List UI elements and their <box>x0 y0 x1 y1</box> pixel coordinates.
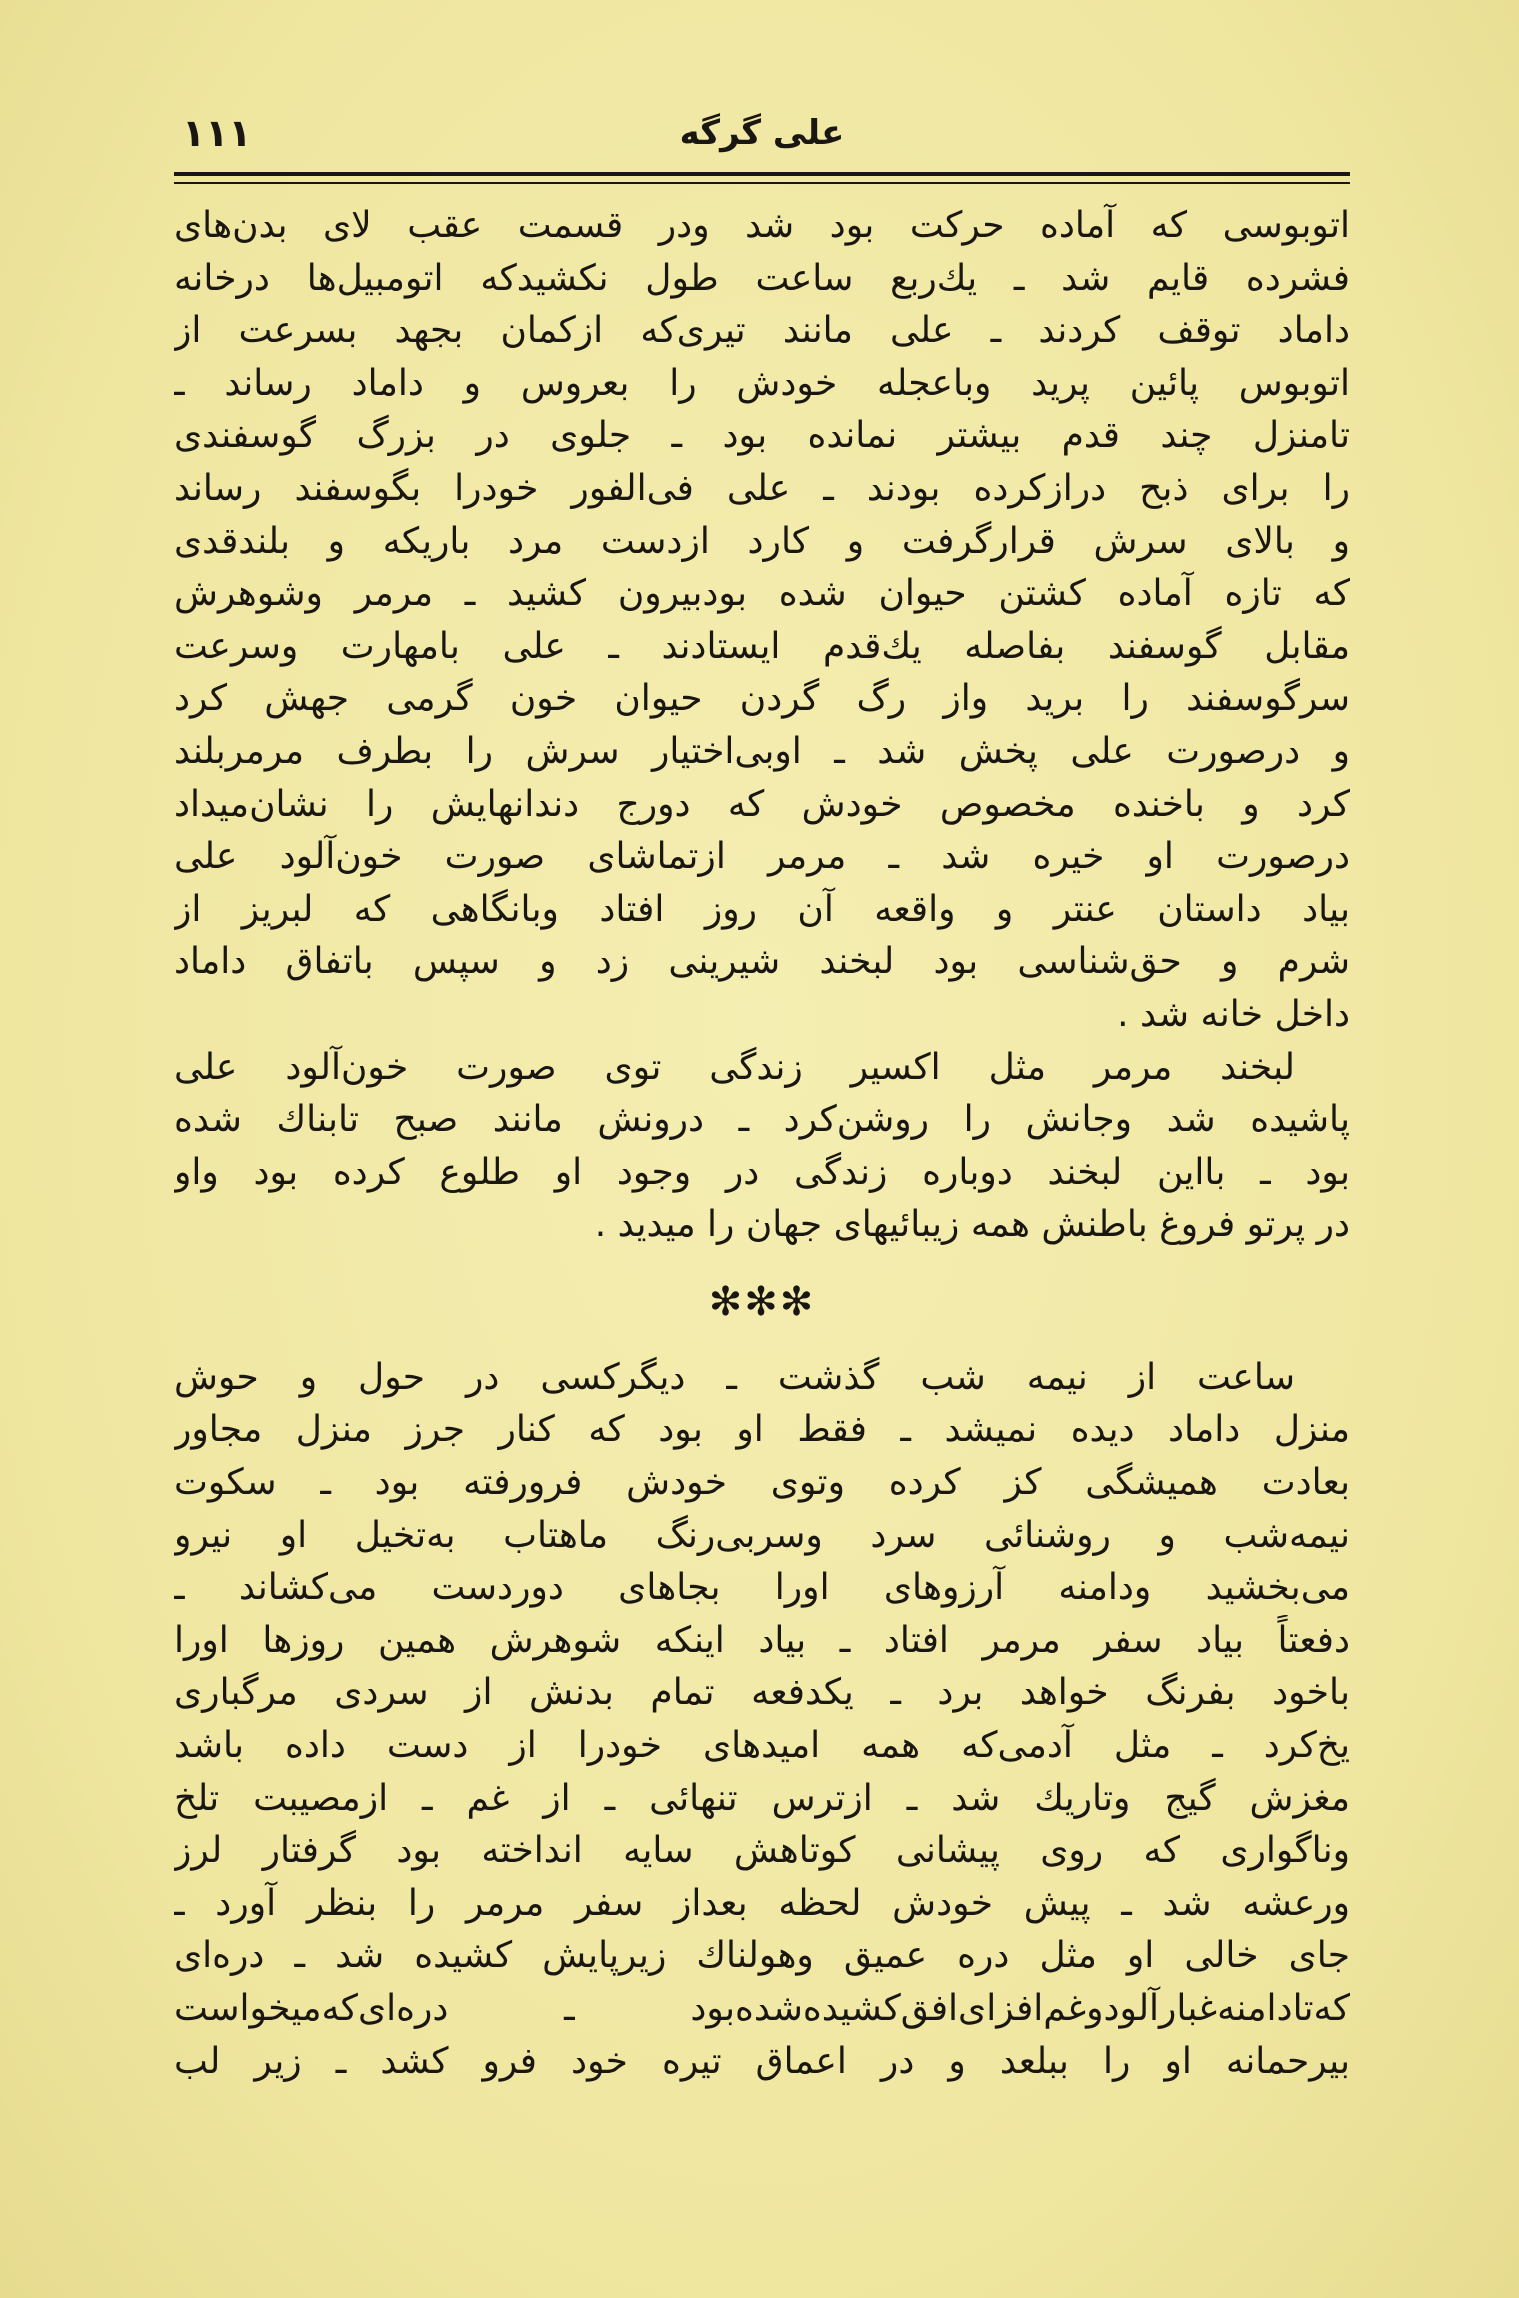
text-line: شرم و حق‌شناسی بود لبخند شیرینی زد و سپس باتفاق داماد <box>174 941 1350 983</box>
text-line: تامنزل چند قدم بیشتر نمانده بود ـ جلوی در بزرگ گوسفندی <box>174 415 1350 457</box>
text-line: داماد توقف کردند ـ علی مانند تیری‌که ازکمان بجهد بسرعت از <box>174 310 1350 352</box>
header-rule-thick <box>174 172 1350 176</box>
text-line: در پرتو فروغ باطنش همه زیبائیهای جهان را میدید . <box>594 1204 1350 1246</box>
text-line: ورعشه شد ـ پیش خودش لحظه بعداز سفر مرمر را بنظر آورد ـ <box>174 1882 1350 1924</box>
page-header <box>174 105 1350 165</box>
text-line: بعادت همیشگی کز کرده وتوی خودش فرورفته بود ـ سکوت <box>174 1462 1350 1504</box>
text-line: می‌بخشید ودامنه آرزوهای اورا بجاهای دوردست می‌کشاند ـ <box>174 1567 1350 1609</box>
text-line: یخ‌کرد ـ مثل آدمی‌که همه امیدهای خودرا از دست داده باشد <box>174 1725 1350 1767</box>
text-line: جای خالی او مثل دره عمیق وهولناك زیرپایش کشیده شد ـ دره‌ای <box>174 1935 1350 1977</box>
text-line: و بالای سرش قرارگرفت و کارد ازدست مرد باریکه و بلندقدی <box>174 520 1350 562</box>
text-line: بیاد داستان عنتر و واقعه آن روز افتاد وبانگاهی که لبریز از <box>174 888 1350 930</box>
body-text <box>174 200 1350 2088</box>
text-line: و درصورت علی پخش شد ـ اوبی‌اختیار سرش را بطرف مرمربلند <box>174 730 1350 772</box>
text-line: وناگواری که روی پیشانی کوتاهش سایه انداخته بود گرفتار لرز <box>174 1830 1350 1872</box>
text-line: داخل خانه شد . <box>1117 993 1350 1035</box>
text-line: را برای ذبح درازکرده بودند ـ علی فی‌الفور خودرا بگوسفند رساند <box>174 467 1350 509</box>
text-line: بود ـ بااین لبخند دوباره زندگی در وجود او طلوع کرده بود واو <box>174 1151 1350 1193</box>
text-line: که‌تادامنه‌غبارآلودوغم‌افزای‌افق‌کشیده‌شده‌بود ـ دره‌ای‌که‌میخواست <box>174 1988 1350 2029</box>
paragraph-3 <box>174 1352 1350 2088</box>
text-line: اتوبوسی که آماده حرکت بود شد ودر قسمت عقب لای بدن‌های <box>174 205 1350 246</box>
section-separator: ✻✻✻ <box>708 1278 816 1325</box>
text-line: اتوبوس پائین پرید وباعجله خودش را بعروس و داماد رساند ـ <box>174 362 1350 404</box>
text-line: سرگوسفند را برید واز رگ گردن حیوان خون گرمی جهش کرد <box>174 678 1350 720</box>
text-line: لبخند مرمر مثل اکسیر زندگی توی صورت خون‌آلود علی <box>174 1046 1295 1088</box>
text-line: دفعتاً بیاد سفر مرمر افتاد ـ بیاد اینکه شوهرش همین روزها اورا <box>174 1619 1350 1661</box>
text-line: درصورت او خیره شد ـ مرمر ازتماشای صورت خون‌آلود علی <box>174 836 1350 878</box>
text-line: مغزش گیج وتاریك شد ـ ازترس تنهائی ـ از غم ـ ازمصیبت تلخ <box>174 1777 1350 1819</box>
paragraph-1 <box>174 200 1350 1042</box>
text-line: که تازه آماده کشتن حیوان شده بودبیرون کشید ـ مرمر وشوهرش <box>174 573 1350 615</box>
text-line: پاشیده شد وجانش را روشن‌کرد ـ درونش مانند صبح تابناك شده <box>174 1099 1350 1141</box>
running-title: علی گرگه <box>679 113 845 153</box>
text-line: ساعت از نیمه شب گذشت ـ دیگرکسی در حول و حوش <box>174 1356 1295 1398</box>
paragraph-2 <box>174 1042 1350 1252</box>
text-line: کرد و باخنده مخصوص خودش که دورج دندانهایش را نشان‌میداد <box>174 783 1350 825</box>
text-line: بیرحمانه او را ببلعد و در اعماق تیره خود فرو کشد ـ زیر لب <box>174 2040 1350 2082</box>
text-line: فشرده قایم شد ـ یك‌ربع ساعت طول نکشیدکه اتومبیل‌ها درخانه <box>174 257 1350 299</box>
text-line: باخود بفرنگ خواهد برد ـ یکدفعه تمام بدنش از سردی مرگباری <box>174 1672 1350 1714</box>
text-line: منزل داماد دیده نمیشد ـ فقط او بود که کنار جرز منزل مجاور <box>174 1409 1350 1451</box>
text-line: نیمه‌شب و روشنائی سرد وسربی‌رنگ ماهتاب به‌تخیل او نیرو <box>174 1514 1350 1556</box>
header-rule-thin <box>174 182 1350 184</box>
text-line: مقابل گوسفند بفاصله یك‌قدم ایستادند ـ علی بامهارت وسرعت <box>174 625 1350 667</box>
page-number: ۱۱۱ <box>182 111 252 155</box>
